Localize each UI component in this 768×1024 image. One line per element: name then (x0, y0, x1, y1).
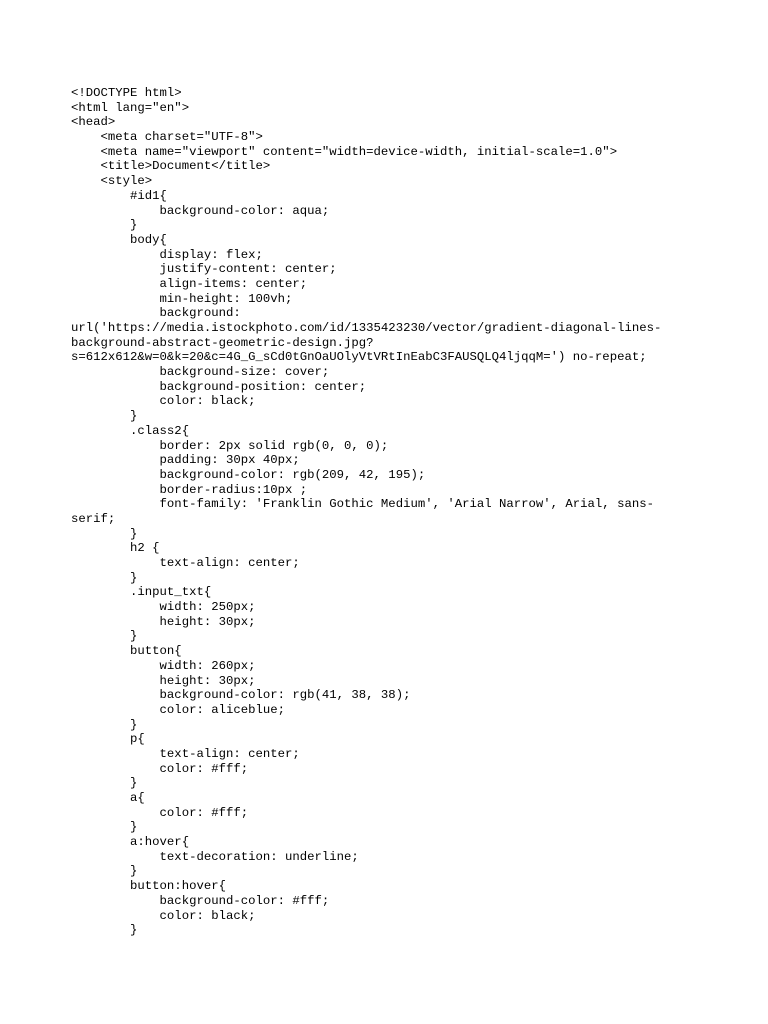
code-line: s=612x612&w=0&k=20&c=4G_G_sCd0tGnOaUOlyVtVRtInEabC3FAUSQLQ4ljqqM=') no-repeat; (71, 350, 647, 365)
code-line: #id1{ (71, 188, 167, 203)
code-line: <meta charset="UTF-8"> (71, 130, 263, 145)
code-line: padding: 30px 40px; (71, 453, 300, 468)
code-line: text-decoration: underline; (71, 849, 359, 864)
code-line: justify-content: center; (71, 262, 337, 277)
code-line: background-size: cover; (71, 365, 330, 380)
code-line: font-family: 'Franklin Gothic Medium', 'Arial Narrow', Arial, sans- (71, 497, 654, 512)
code-line: } (71, 820, 138, 835)
code-line: <title>Document</title> (71, 159, 271, 174)
code-line: } (71, 717, 138, 732)
code-line: color: black; (71, 908, 256, 923)
code-line: } (71, 218, 138, 233)
code-line: url('https://media.istockphoto.com/id/1335423230/vector/gradient-diagonal-lines- (71, 321, 662, 335)
code-line: background: (71, 306, 241, 321)
code-line: width: 250px; (71, 600, 256, 615)
code-line: <head> (71, 115, 116, 130)
code-line: } (71, 409, 138, 424)
code-line: h2 { (71, 541, 160, 556)
code-line: display: flex; (71, 247, 263, 262)
code-line: } (71, 570, 138, 585)
code-line: } (71, 864, 138, 879)
code-line: color: black; (71, 394, 256, 409)
code-line: } (71, 776, 138, 791)
code-line: serif; (71, 511, 116, 526)
code-line: <html lang="en"> (71, 100, 190, 115)
code-line: background-color: #fff; (71, 893, 330, 908)
code-line: height: 30px; (71, 614, 256, 629)
code-line: .class2{ (71, 423, 190, 438)
code-line: .input_txt{ (71, 585, 212, 600)
code-line: border: 2px solid rgb(0, 0, 0); (71, 438, 389, 453)
code-line: } (71, 923, 138, 938)
code-line: <meta name="viewport" content="width=device-width, initial-scale=1.0"> (71, 144, 618, 159)
code-line: a{ (71, 791, 145, 805)
code-line: color: aliceblue; (71, 702, 286, 717)
code-line: a:hover{ (71, 835, 190, 850)
code-line: p{ (71, 732, 145, 747)
code-line: text-align: center; (71, 746, 300, 761)
code-line: border-radius:10px ; (71, 482, 308, 497)
code-line: body{ (71, 232, 167, 247)
code-line: width: 260px; (71, 658, 256, 673)
code-line: button{ (71, 644, 182, 659)
code-line: <!DOCTYPE html> (71, 86, 182, 100)
code-line: } (71, 526, 138, 541)
code-line: min-height: 100vh; (71, 291, 293, 306)
code-line: align-items: center; (71, 276, 308, 291)
code-line: background-position: center; (71, 379, 367, 394)
code-line: background-color: rgb(209, 42, 195); (71, 467, 426, 482)
code-line: button:hover{ (71, 879, 226, 894)
code-line: color: #fff; (71, 761, 249, 776)
code-line: text-align: center; (71, 556, 300, 570)
code-listing (71, 86, 691, 938)
code-line: background-color: rgb(41, 38, 38); (71, 688, 411, 703)
code-line: background-abstract-geometric-design.jpg? (71, 335, 374, 350)
code-line: background-color: aqua; (71, 203, 330, 218)
code-line: height: 30px; (71, 673, 256, 688)
code-line: } (71, 629, 138, 644)
code-line: <style> (71, 174, 153, 189)
code-line: color: #fff; (71, 805, 249, 820)
